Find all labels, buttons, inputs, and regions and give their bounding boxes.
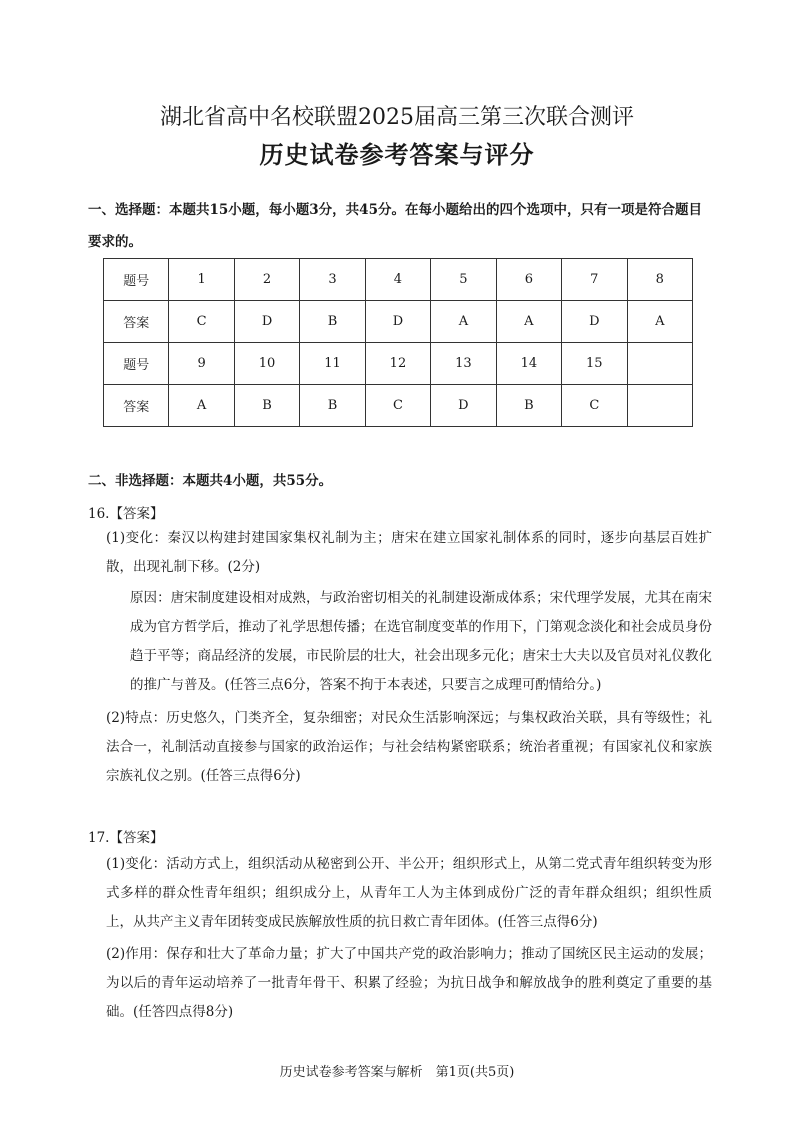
answer-table-cell: 题号 bbox=[104, 259, 169, 301]
answer-table-cell: 3 bbox=[300, 259, 365, 301]
page-footer: 历史试卷参考答案与解析 第1页(共5页) bbox=[279, 1065, 515, 1080]
q16-part2: (2)特点：历史悠久，门类齐全，复杂细密；对民众生活影响深远；与集权政治关联，具有等级性；礼法合一，礼制活动直接参与国家的政治运作；与社会结构紧密联系；统治者重视；有国家礼仪和家族宗族礼仪之别。(任答三点得6分) bbox=[106, 710, 712, 784]
answer-table-cell bbox=[627, 385, 692, 427]
answer-table-cell: B bbox=[300, 385, 365, 427]
answer-table-cell: D bbox=[365, 301, 430, 343]
answer-table-cell: B bbox=[496, 385, 561, 427]
answer-table-cell: 题号 bbox=[104, 343, 169, 385]
answer-table-cell: 7 bbox=[562, 259, 627, 301]
answer-table-cell: 4 bbox=[365, 259, 430, 301]
q16-part1: (1)变化：秦汉以构建封建国家集权礼制为主；唐宋在建立国家礼制体系的同时，逐步向基层百姓扩散，出现礼制下移。(2分) bbox=[106, 530, 712, 575]
answer-table-cell: C bbox=[562, 385, 627, 427]
q17-heading: 17.【答案】 bbox=[88, 830, 164, 846]
answer-table-cell: 15 bbox=[562, 343, 627, 385]
answer-table-cell: 1 bbox=[169, 259, 234, 301]
answer-table-cell: 12 bbox=[365, 343, 430, 385]
answer-table bbox=[103, 258, 693, 427]
answer-table-cell: 13 bbox=[431, 343, 496, 385]
answer-table-cell: 14 bbox=[496, 343, 561, 385]
answer-table-cell bbox=[627, 343, 692, 385]
answer-table-cell: 5 bbox=[431, 259, 496, 301]
answer-table-cell: 11 bbox=[300, 343, 365, 385]
answer-table-cell: 2 bbox=[234, 259, 299, 301]
answer-table-row bbox=[104, 385, 693, 427]
answer-table-cell: B bbox=[300, 301, 365, 343]
answer-table-cell: 9 bbox=[169, 343, 234, 385]
q16-heading: 16.【答案】 bbox=[88, 506, 164, 522]
answer-table-cell: C bbox=[169, 301, 234, 343]
answer-table-cell: A bbox=[496, 301, 561, 343]
answer-table-cell: 10 bbox=[234, 343, 299, 385]
q16-reasons: 原因：唐宋制度建设相对成熟，与政治密切相关的礼制建设渐成体系；宋代理学发展，尤其在南宋成为官方哲学后，推动了礼学思想传播；在选官制度变革的作用下，门第观念淡化和社会成员身份趋于平等；商品经济的发展，市民阶层的壮大，社会出现多元化；唐宋士大夫以及官员对礼仪教化的推广与普及。(任答三点6分，答案不拘于本表述，只要言之成理可酌情给分。) bbox=[130, 590, 712, 693]
answer-table-cell: D bbox=[562, 301, 627, 343]
answer-table-cell: D bbox=[431, 385, 496, 427]
answer-table-cell: B bbox=[234, 385, 299, 427]
answer-table-row bbox=[104, 301, 693, 343]
answer-table-cell: 6 bbox=[496, 259, 561, 301]
answer-table-cell: C bbox=[365, 385, 430, 427]
answer-table-cell: D bbox=[234, 301, 299, 343]
page-subtitle: 历史试卷参考答案与评分 bbox=[259, 140, 535, 169]
page-title: 湖北省高中名校联盟2025届高三第三次联合测评 bbox=[160, 105, 634, 130]
answer-table-cell: 答案 bbox=[104, 301, 169, 343]
section-2-heading: 二、非选择题：本题共4小题，共55分。 bbox=[88, 473, 333, 489]
answer-table-cell: A bbox=[627, 301, 692, 343]
answer-table-cell: 8 bbox=[627, 259, 692, 301]
answer-table-cell: A bbox=[431, 301, 496, 343]
answer-table-row bbox=[104, 343, 693, 385]
answer-table-row bbox=[104, 259, 693, 301]
q17-part2: (2)作用：保存和壮大了革命力量；扩大了中国共产党的政治影响力；推动了国统区民主运动的发展；为以后的青年运动培养了一批青年骨干、积累了经验；为抗日战争和解放战争的胜利奠定了重要的基础。(任答四点得8分) bbox=[106, 946, 712, 1020]
answer-table-cell: A bbox=[169, 385, 234, 427]
section-1-heading: 一、选择题：本题共15小题，每小题3分，共45分。在每小题给出的四个选项中，只有一项是符合题目要求的。 bbox=[88, 202, 702, 250]
answer-table-cell: 答案 bbox=[104, 385, 169, 427]
q17-part1: (1)变化：活动方式上，组织活动从秘密到公开、半公开；组织形式上，从第二党式青年组织转变为形式多样的群众性青年组织；组织成分上，从青年工人为主体到成份广泛的青年群众组织；组织性质上，从共产主义青年团转变成民族解放性质的抗日救亡青年团体。(任答三点得6分) bbox=[106, 856, 712, 930]
